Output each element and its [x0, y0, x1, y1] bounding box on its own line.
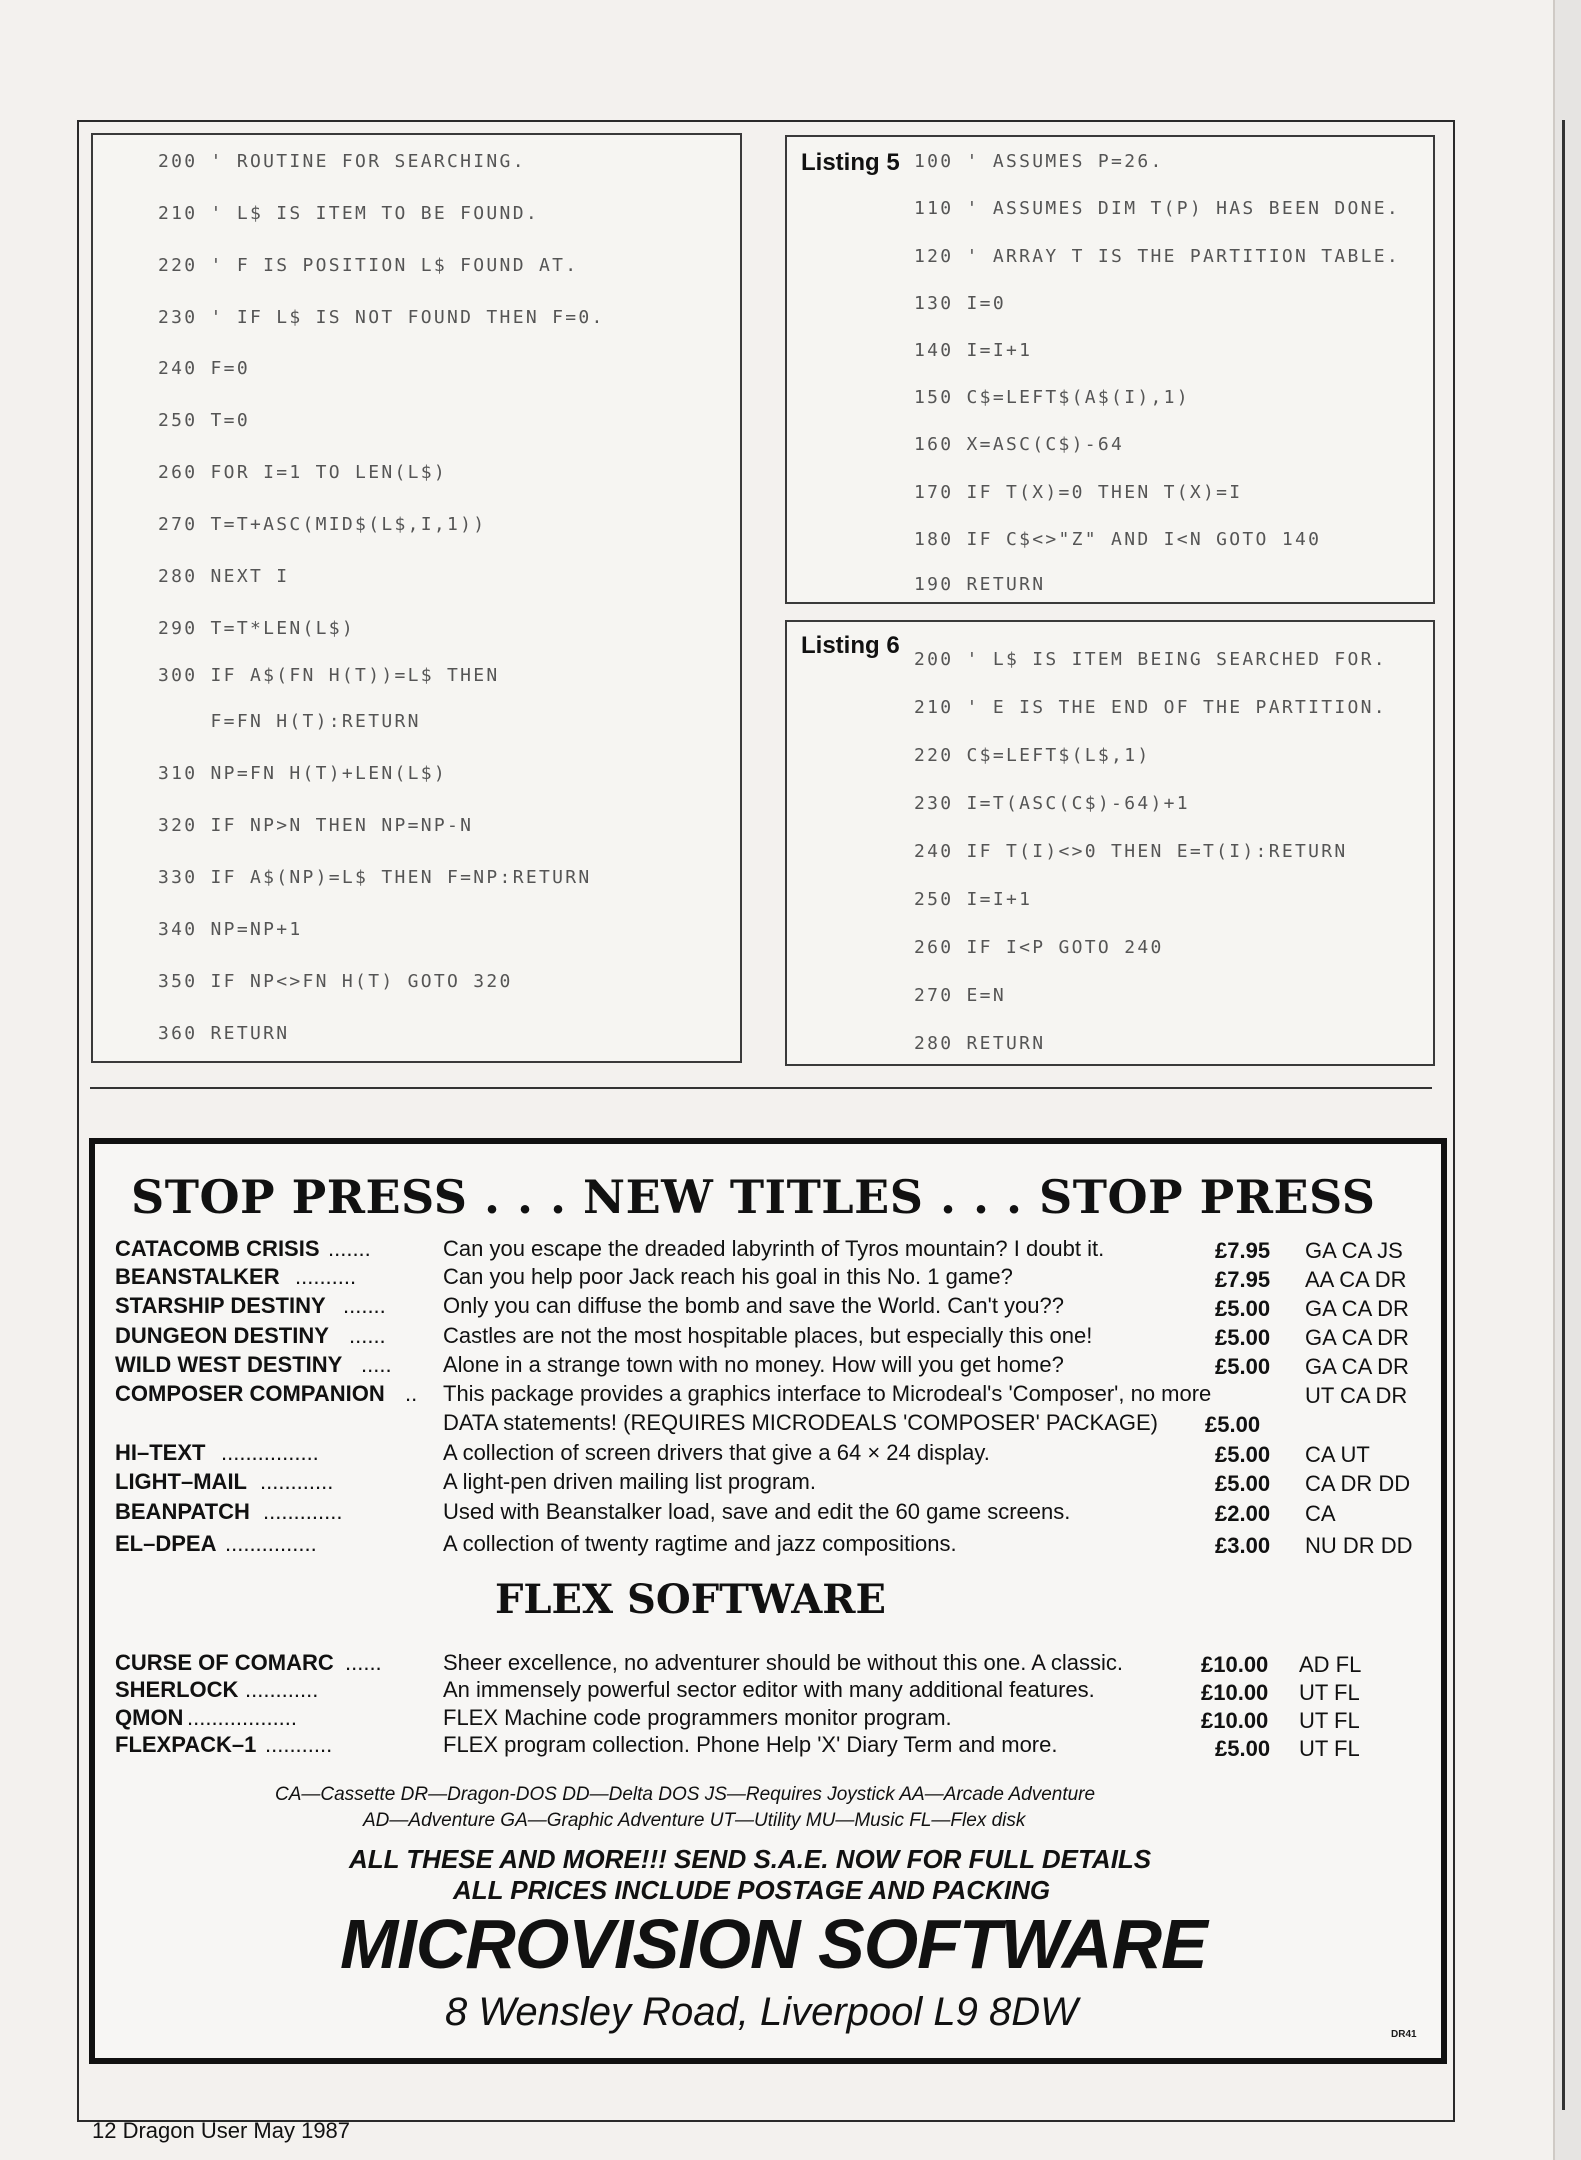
product-codes: GA CA DR: [1305, 1325, 1409, 1350]
product-desc: An immensely powerful sector editor with many additional features.: [443, 1677, 1095, 1702]
product-codes: CA: [1305, 1501, 1336, 1526]
code-line: 250 T=0: [158, 410, 250, 431]
leader-dots: ..........: [295, 1264, 357, 1289]
code-line: 360 RETURN: [158, 1023, 290, 1044]
product-price: £5.00: [1205, 1412, 1261, 1437]
product-codes: NU DR DD: [1305, 1533, 1413, 1558]
code-line: 220 C$=LEFT$(L$,1): [914, 745, 1151, 766]
product-price: £7.95: [1215, 1267, 1271, 1292]
product-desc: Can you escape the dreaded labyrinth of Tyros mountain? I doubt it.: [443, 1236, 1105, 1261]
company-name: MICROVISION SOFTWARE: [340, 1905, 1207, 1983]
code-line: 340 NP=NP+1: [158, 919, 303, 940]
product-title: COMPOSER COMPANION: [115, 1381, 385, 1406]
code-line: 180 IF C$<>"Z" AND I<N GOTO 140: [914, 529, 1322, 550]
product-title: EL–DPEA: [115, 1531, 217, 1556]
product-title: CATACOMB CRISIS: [115, 1236, 320, 1261]
listing-6-title: Listing 6: [801, 632, 900, 659]
code-line: 120 ' ARRAY T IS THE PARTITION TABLE.: [914, 246, 1401, 267]
promo-line-1: ALL THESE AND MORE!!! SEND S.A.E. NOW FOR FULL DETAILS: [349, 1844, 1152, 1874]
code-line: 110 ' ASSUMES DIM T(P) HAS BEEN DONE.: [914, 198, 1401, 219]
product-price: £10.00: [1201, 1652, 1269, 1677]
code-line: 200 ' ROUTINE FOR SEARCHING.: [158, 151, 526, 172]
product-price: £3.00: [1215, 1533, 1271, 1558]
code-line: 280 RETURN: [914, 1033, 1046, 1054]
product-price: £2.00: [1215, 1501, 1271, 1526]
code-line: 100 ' ASSUMES P=26.: [914, 151, 1164, 172]
code-line: 150 C$=LEFT$(A$(I),1): [914, 387, 1190, 408]
product-desc: Can you help poor Jack reach his goal in this No. 1 game?: [443, 1264, 1013, 1289]
product-price: £10.00: [1201, 1708, 1269, 1733]
section-divider: [90, 1087, 1432, 1089]
leader-dots: ............: [245, 1677, 319, 1702]
code-line: 260 IF I<P GOTO 240: [914, 937, 1164, 958]
code-line: 210 ' E IS THE END OF THE PARTITION.: [914, 697, 1387, 718]
product-title: WILD WEST DESTINY: [115, 1352, 343, 1377]
listing-4-box: [91, 133, 742, 1063]
code-line: 160 X=ASC(C$)-64: [914, 434, 1125, 455]
flex-software-heading: FLEX SOFTWARE: [495, 1576, 886, 1623]
leader-dots: ..: [405, 1381, 418, 1406]
product-title: BEANSTALKER: [115, 1264, 280, 1289]
leader-dots: ...........: [265, 1732, 333, 1757]
product-codes: UT FL: [1299, 1708, 1360, 1733]
product-price: £5.00: [1215, 1354, 1271, 1379]
product-desc: Sheer excellence, no adventurer should be without this one. A classic.: [443, 1650, 1123, 1675]
product-price: £5.00: [1215, 1736, 1271, 1761]
code-line: 200 ' L$ IS ITEM BEING SEARCHED FOR.: [914, 649, 1387, 670]
leader-dots: .....: [361, 1352, 392, 1377]
product-desc: A collection of twenty ragtime and jazz compositions.: [443, 1531, 957, 1556]
product-codes: UT FL: [1299, 1736, 1360, 1761]
leader-dots: ......: [345, 1650, 382, 1675]
product-price: £7.95: [1215, 1238, 1271, 1263]
leader-dots: .......: [343, 1293, 386, 1318]
code-line: 320 IF NP>N THEN NP=NP-N: [158, 815, 474, 836]
listing-5-box: [785, 135, 1435, 604]
page-footer: 12 Dragon User May 1987: [92, 2118, 351, 2143]
code-line: 260 FOR I=1 TO LEN(L$): [158, 462, 448, 483]
format-key-line-1: CA—Cassette DR—Dragon-DOS DD—Delta DOS JS—Requires Joystick AA—Arcade Adventure: [275, 1784, 1096, 1805]
code-line: 280 NEXT I: [158, 566, 290, 587]
listing-6-box: [785, 620, 1435, 1066]
product-desc: A collection of screen drivers that give a 64 × 24 display.: [443, 1440, 990, 1465]
product-title: HI–TEXT: [115, 1440, 206, 1465]
code-line: 190 RETURN: [914, 574, 1046, 595]
product-codes: UT FL: [1299, 1680, 1360, 1705]
product-desc: Alone in a strange town with no money. How will you get home?: [443, 1352, 1064, 1377]
leader-dots: ......: [349, 1323, 386, 1348]
code-line: 240 F=0: [158, 358, 250, 379]
leader-dots: ...............: [225, 1531, 317, 1556]
product-codes: AD FL: [1299, 1652, 1362, 1677]
product-price: £5.00: [1215, 1325, 1271, 1350]
product-desc: FLEX Machine code programmers monitor program.: [443, 1705, 952, 1730]
ad-reference-code: DR41: [1391, 2029, 1417, 2040]
product-price: £5.00: [1215, 1471, 1271, 1496]
product-codes: UT CA DR: [1305, 1383, 1408, 1408]
code-line: 170 IF T(X)=0 THEN T(X)=I: [914, 482, 1243, 503]
product-codes: GA CA DR: [1305, 1354, 1409, 1379]
leader-dots: .............: [263, 1499, 343, 1524]
product-price: £10.00: [1201, 1680, 1269, 1705]
code-line: 250 I=I+1: [914, 889, 1033, 910]
product-desc: Only you can diffuse the bomb and save the World. Can't you??: [443, 1293, 1064, 1318]
leader-dots: ..................: [187, 1705, 298, 1730]
product-title: LIGHT–MAIL: [115, 1469, 247, 1494]
product-codes: GA CA DR: [1305, 1296, 1409, 1321]
product-codes: GA CA JS: [1305, 1238, 1403, 1263]
format-key-line-2: AD—Adventure GA—Graphic Adventure UT—Utility MU—Music FL—Flex disk: [363, 1810, 1026, 1831]
product-title: SHERLOCK: [115, 1677, 239, 1702]
code-line: 290 T=T*LEN(L$): [158, 618, 356, 639]
adjacent-page-edge: [1553, 0, 1581, 2160]
adjacent-page-rule: [1562, 120, 1565, 2110]
promo-line-2: ALL PRICES INCLUDE POSTAGE AND PACKING: [453, 1875, 1051, 1905]
product-codes: CA UT: [1305, 1442, 1370, 1467]
product-title: DUNGEON DESTINY: [115, 1323, 329, 1348]
leader-dots: .......: [328, 1236, 371, 1261]
code-line: 330 IF A$(NP)=L$ THEN F=NP:RETURN: [158, 867, 592, 888]
code-line: 210 ' L$ IS ITEM TO BE FOUND.: [158, 203, 539, 224]
product-desc: Used with Beanstalker load, save and edit the 60 game screens.: [443, 1499, 1071, 1524]
code-line: 130 I=0: [914, 293, 1006, 314]
product-desc: FLEX program collection. Phone Help 'X' Diary Term and more.: [443, 1732, 1058, 1757]
product-title: STARSHIP DESTINY: [115, 1293, 326, 1318]
product-desc-continued: DATA statements! (REQUIRES MICRODEALS 'COMPOSER' PACKAGE): [443, 1410, 1158, 1435]
code-line: F=FN H(T):RETURN: [158, 711, 421, 732]
code-line: 270 T=T+ASC(MID$(L$,I,1)): [158, 514, 487, 535]
product-codes: CA DR DD: [1305, 1471, 1411, 1496]
code-line: 230 ' IF L$ IS NOT FOUND THEN F=0.: [158, 307, 605, 328]
code-line: 270 E=N: [914, 985, 1006, 1006]
code-line: 240 IF T(I)<>0 THEN E=T(I):RETURN: [914, 841, 1348, 862]
listing-5-title: Listing 5: [801, 149, 900, 176]
stop-press-headline: STOP PRESS . . . NEW TITLES . . . STOP PRESS: [131, 1170, 1376, 1224]
company-address: 8 Wensley Road, Liverpool L9 8DW: [445, 1990, 1078, 2034]
product-codes: AA CA DR: [1305, 1267, 1407, 1292]
code-line: 140 I=I+1: [914, 340, 1033, 361]
code-line: 230 I=T(ASC(C$)-64)+1: [914, 793, 1190, 814]
product-price: £5.00: [1215, 1442, 1271, 1467]
code-line: 350 IF NP<>FN H(T) GOTO 320: [158, 971, 513, 992]
product-title: QMON: [115, 1705, 184, 1730]
product-desc: Castles are not the most hospitable places, but especially this one!: [443, 1323, 1093, 1348]
product-title: FLEXPACK–1: [115, 1732, 257, 1757]
product-desc: This package provides a graphics interface to Microdeal's 'Composer', no more: [443, 1381, 1212, 1406]
microvision-advert: [89, 1138, 1447, 2064]
product-price: £5.00: [1215, 1296, 1271, 1321]
product-desc: A light-pen driven mailing list program.: [443, 1469, 816, 1494]
code-line: 220 ' F IS POSITION L$ FOUND AT.: [158, 255, 579, 276]
leader-dots: ................: [221, 1440, 319, 1465]
product-title: CURSE OF COMARC: [115, 1650, 334, 1675]
product-title: BEANPATCH: [115, 1499, 250, 1524]
code-line: 300 IF A$(FN H(T))=L$ THEN: [158, 665, 500, 686]
leader-dots: ............: [260, 1469, 334, 1494]
code-line: 310 NP=FN H(T)+LEN(L$): [158, 763, 448, 784]
